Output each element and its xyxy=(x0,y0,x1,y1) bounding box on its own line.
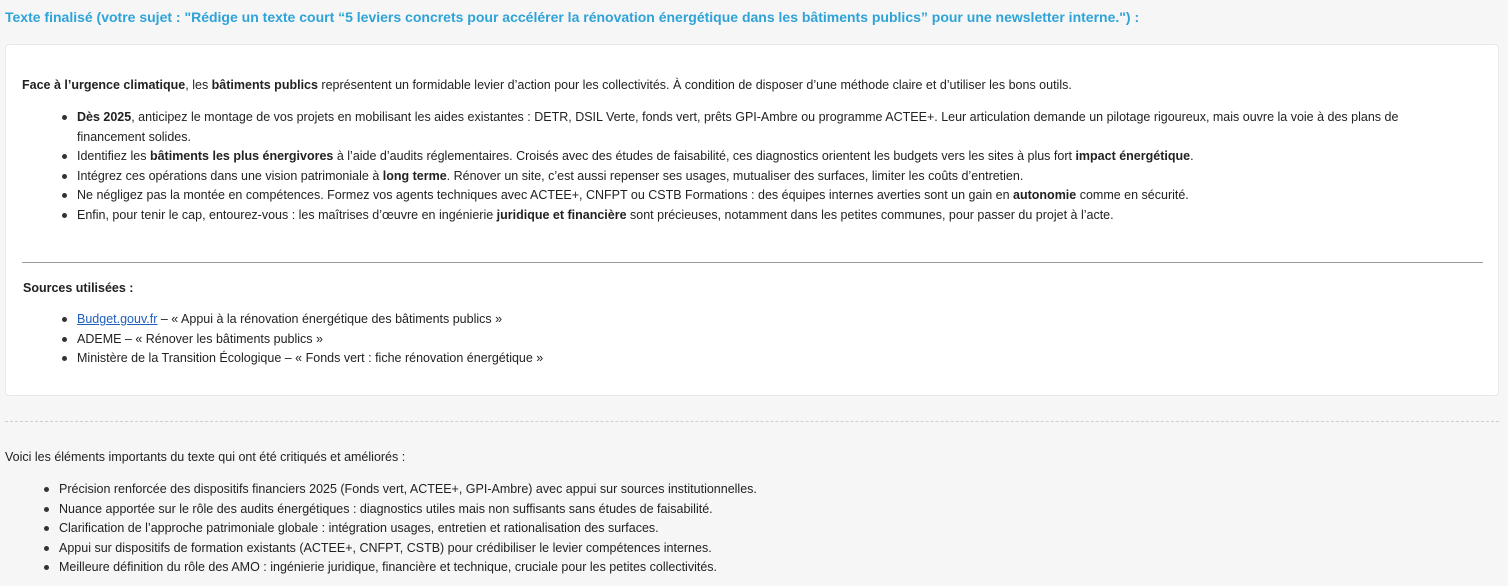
intro-bold-1: Face à l’urgence climatique xyxy=(22,78,186,92)
lever-5-text-0: Enfin, pour tenir le cap, entourez-vous : les maîtrises d’œuvre en ingénierie xyxy=(77,207,497,222)
lever-1-text: , anticipez le montage de vos projets en mobilisant les aides existantes : DETR, DSIL Verte, fonds vert, prêts GPI-Ambre ou programme ACTEE+. Leur articulation demande un pilotage rigoureux, mais ouvre la voie à des plans de financement solides. xyxy=(77,110,1399,144)
lever-5-bold: juridique et financière xyxy=(496,207,627,222)
source-item-ademe: ADEME – « Rénover les bâtiments publics » xyxy=(61,330,543,350)
improvements-list xyxy=(43,480,757,578)
lever-3-text-1: . Rénover un site, c’est aussi repenser ses usages, mutualiser des surfaces, limiter les coûts d’entretien. xyxy=(446,168,1024,183)
improvement-item: Nuance apportée sur le rôle des audits énergétiques : diagnostics utiles mais non suffisants sans études de faisabilité. xyxy=(43,500,757,520)
final-text-card xyxy=(5,44,1499,396)
levers-list xyxy=(61,108,1456,225)
improvement-item: Appui sur dispositifs de formation existants (ACTEE+, CNFPT, CSTB) pour crédibiliser le levier compétences internes. xyxy=(43,539,757,559)
lever-3-text-0: Intégrez ces opérations dans une vision patrimoniale à xyxy=(77,168,383,183)
lever-1-bold: Dès 2025 xyxy=(77,110,132,124)
lever-4-bold: autonomie xyxy=(1013,188,1077,202)
intro-text-1: , les xyxy=(185,78,212,92)
source-item-budget xyxy=(61,310,543,330)
intro-text-2: représentent un formidable levier d’action pour les collectivités. À condition de disposer d’une méthode claire et d’utiliser les bons outils. xyxy=(317,78,1072,92)
budget-gouv-link[interactable]: Budget.gouv.fr xyxy=(77,312,158,326)
improvement-item: Clarification de l’approche patrimoniale globale : intégration usages, entretien et rationalisation des surfaces. xyxy=(43,519,757,539)
source-item-ministere: Ministère de la Transition Écologique – « Fonds vert : fiche rénovation énergétique » xyxy=(61,349,543,369)
critique-intro: Voici les éléments importants du texte qui ont été critiqués et améliorés : xyxy=(5,450,406,464)
lever-5-text-1: sont précieuses, notamment dans les petites communes, pour passer du projet à l’acte. xyxy=(626,207,1114,222)
sources-title: Sources utilisées : xyxy=(23,281,134,295)
lever-item-audits xyxy=(61,147,1456,167)
lever-2-bold-2: impact énergétique xyxy=(1075,149,1191,163)
lever-2-text-2: . xyxy=(1190,149,1194,163)
source-1-text: – « Appui à la rénovation énergétique des bâtiments publics » xyxy=(157,312,503,326)
improvement-item: Meilleure définition du rôle des AMO : ingénierie juridique, financière et technique, cruciale pour les petites collectivités. xyxy=(43,558,757,578)
intro-bold-2: bâtiments publics xyxy=(211,78,318,92)
lever-item-skills xyxy=(61,186,1456,206)
lever-4-text-1: comme en sécurité. xyxy=(1076,188,1189,202)
lever-3-bold: long terme xyxy=(382,168,447,183)
lever-2-text-0: Identifiez les xyxy=(77,149,150,163)
horizontal-divider xyxy=(22,262,1483,263)
lever-item-funding xyxy=(61,108,1456,147)
improvement-item: Précision renforcée des dispositifs financiers 2025 (Fonds vert, ACTEE+, GPI-Ambre) avec appui sur sources institutionnelles. xyxy=(43,480,757,500)
intro-paragraph xyxy=(22,77,1072,93)
page-heading: Texte finalisé (votre sujet : "Rédige un texte court “5 leviers concrets pour accélérer la rénovation énergétique dans les bâtiments publics” pour une newsletter interne.") : xyxy=(5,9,1140,25)
lever-2-text-1: à l’aide d’audits réglementaires. Croisés avec des études de faisabilité, ces diagnostics orientent les budgets vers les sites à plus fort xyxy=(333,149,1076,163)
lever-2-bold-1: bâtiments les plus énergivores xyxy=(149,149,334,163)
lever-item-patrimony xyxy=(61,167,1456,187)
lever-4-text-0: Ne négligez pas la montée en compétences. Formez vos agents techniques avec ACTEE+, CNFPT ou CSTB Formations : des équipes internes averties sont un gain en xyxy=(77,188,1014,202)
sources-list xyxy=(61,310,543,369)
dashed-separator xyxy=(5,421,1499,422)
lever-item-support xyxy=(61,206,1456,226)
